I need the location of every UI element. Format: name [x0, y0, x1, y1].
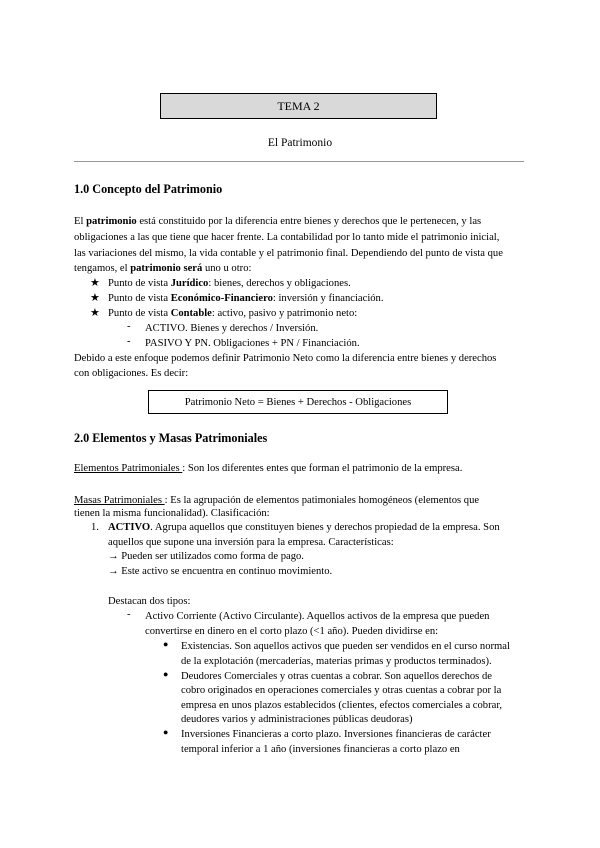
topic-subtitle: El Patrimonio — [267, 137, 333, 149]
arrow-item: → Pueden ser utilizados como forma de pago. — [108, 551, 304, 562]
corriente-line-2: convertirse en dinero en el corto plazo (<1 año). Pueden dividirse en: — [145, 626, 439, 637]
bullet-line: temporal inferior a 1 año (inversiones financieras a corto plazo en — [181, 744, 460, 755]
dash-bullet-icon: - — [127, 609, 131, 620]
topic-title: TEMA 2 — [277, 98, 320, 113]
circle-bullet-icon: ● — [163, 727, 169, 737]
circle-bullet-icon: ● — [163, 639, 169, 649]
divider — [74, 161, 524, 162]
dash-bullet-icon: - — [127, 321, 131, 332]
section1-closing-line-1: Debido a este enfoque podemos definir Patrimonio Neto como la diferencia entre bienes y derechos — [74, 353, 497, 364]
bullet-line: Deudores Comerciales y otras cuentas a cobrar. Son aquellos derechos de — [181, 671, 492, 682]
bullet-line: cobro originados en operaciones comerciales y otras cuentas a cobrar por la — [181, 685, 502, 696]
section1-closing-line-2: con obligaciones. Es decir: — [74, 368, 189, 379]
bullet-line: Inversiones Financieras a corto plazo. Inversiones financieras de carácter — [181, 729, 491, 740]
elementos-definition: Elementos Patrimoniales : Son los diferentes entes que forman el patrimonio de la empresa. — [74, 463, 463, 474]
bullet-line: deudores varios y administraciones públicas deudoras) — [181, 714, 413, 725]
formula-text: Patrimonio Neto = Bienes + Derechos - Obligaciones — [184, 396, 412, 408]
activo-line-1: ACTIVO. Agrupa aquellos que constituyen bienes y derechos propiedad de la empresa. Son — [108, 522, 500, 533]
masas-label: Masas Patrimoniales — [74, 495, 165, 506]
formula-box — [148, 390, 448, 414]
arrow-item: → Este activo se encuentra en continuo movimiento. — [108, 566, 333, 577]
activo-number: 1. — [91, 522, 99, 533]
star-bullet-icon: ★ — [90, 307, 100, 319]
bullet-line: de la explotación (mercaderías, materias primas y productos terminados). — [181, 656, 492, 667]
section1-para-line-2: obligaciones a las que tiene que hacer frente. La contabilidad por lo tanto mide el patrimonio inicial, — [74, 232, 500, 243]
section2-heading: 2.0 Elementos y Masas Patrimoniales — [74, 431, 268, 445]
dash-bullet-icon: - — [127, 336, 131, 347]
section1-para-line-4: tengamos, el patrimonio será uno u otro: — [74, 263, 252, 274]
star-bullet-icon: ★ — [90, 277, 100, 289]
viewpoint-item: Punto de vista Contable: activo, pasivo y patrimonio neto: — [108, 308, 358, 319]
masas-definition-line-1: Masas Patrimoniales : Es la agrupación de elementos patimoniales homogéneos (elementos que — [74, 495, 480, 506]
elementos-label: Elementos Patrimoniales — [74, 463, 183, 474]
circle-bullet-icon: ● — [163, 669, 169, 679]
bullet-line: Existencias. Son aquellos activos que pueden ser vendidos en el curso normal — [181, 641, 510, 652]
corriente-line-1: Activo Corriente (Activo Circulante). Aquellos activos de la empresa que pueden — [145, 611, 490, 622]
section1-para-line-1: El patrimonio está constituido por la diferencia entre bienes y derechos que le pertenecen, y las — [74, 216, 482, 227]
subpoint-item: ACTIVO. Bienes y derechos / Inversión. — [145, 323, 319, 334]
viewpoint-item: Punto de vista Jurídico: bienes, derechos y obligaciones. — [108, 278, 351, 289]
subpoint-item: PASIVO Y PN. Obligaciones + PN / Financiación. — [145, 338, 360, 349]
masas-definition-line-2: tienen la misma funcionalidad). Clasificación: — [74, 508, 270, 519]
bullet-line: empresa en unos plazos establecidos (clientes, efectos comerciales a cobrar, — [181, 700, 503, 711]
activo-line-2: aquellos que supone una inversión para la empresa. Características: — [108, 537, 394, 548]
section1-heading: 1.0 Concepto del Patrimonio — [74, 182, 223, 196]
section1-para-line-3: las variaciones del mismo, la vida contable y el patrimonio final. Dependiendo del punto de vista que — [74, 248, 503, 259]
destacan-text: Destacan dos tipos: — [108, 596, 191, 607]
viewpoint-item: Punto de vista Económico-Financiero: inversión y financiación. — [108, 293, 384, 304]
topic-title-box — [160, 93, 437, 119]
star-bullet-icon: ★ — [90, 292, 100, 304]
